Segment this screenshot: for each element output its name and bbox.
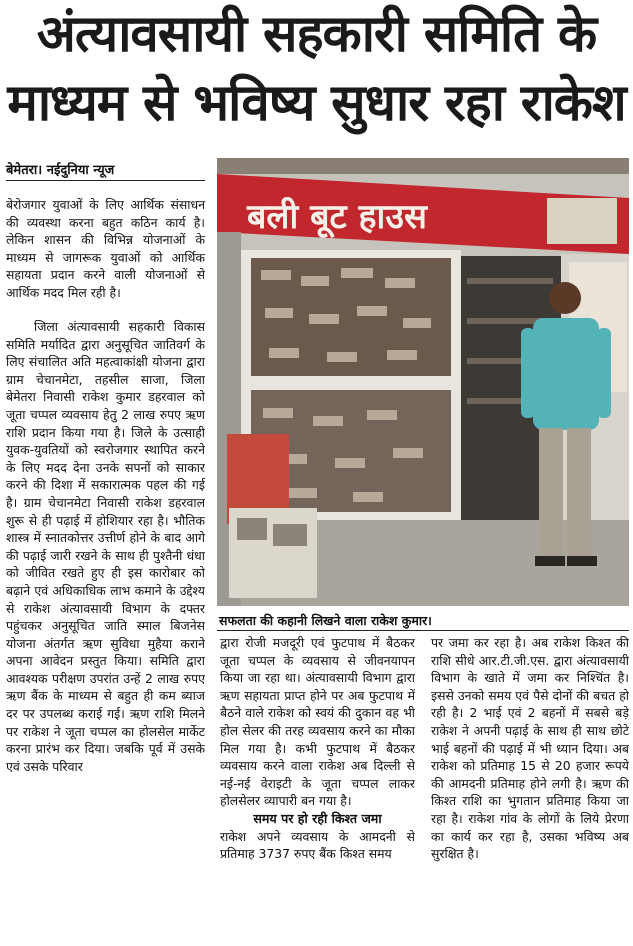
headline-line-1: अंत्यावसायी सहकारी समिति के	[36, 5, 597, 64]
body-paragraph-1: जिला अंत्यावसायी सहकारी विकास समिति मर्यादित द्वारा अनुसूचित जातिवर्ग के लिए संचालित अति महत्वाकांक्षी योजना द्वारा ग्राम चेचानमेटा, तहसील साजा, जिला बेमेतरा निवासी राकेश कुमार डहरवाल को जूता चप्पल व्यवसाय हेतु 2 लाख रुपए ऋण राशि प्रदान किया गया है। जिले के उत्साही युवक-युवतियों को स्वरोजगार स्थापित करने के लिए मदद देना उनके सपनों को साकार करने की दिशा में सकारात्मक पहल की गई है। ग्राम चेचानमेटा निवासी राकेश डहरवाल शुरू से ही पढ़ाई में होशियार रहा है। भौतिक शास्त्र में स्नातकोत्तर उत्तीर्ण होने के बाद आगे की पढ़ाई जारी रखने के साथ ही पुश्तैनी धंधा को जीवित रखते हुए ही इस कारोबार को बढ़ाने एवं अधिकाधिक लाभ कमाने के उद्देश्य से राकेश अंत्यावसायी विभाग के दफ्तर पहुंचकर अनुसूचित जाति स्माल बिजनेस योजना अंतर्गत ऋण सुविधा मुहैया कराने अपना आवेदन प्रस्तुत किया। समिति द्वारा आवश्यक परीक्षण उपरांत उन्हें 2 लाख रुपए ऋण बैंक के माध्यम से बहुत ही कम ब्याज दर पर उपलब्ध कराई गई। ऋण राशि मिलने पर राकेश ने जूता चप्पल का होलसेल मार्केट करना प्रारंभ कर दिया। जबकि पूर्व में उसके एवं उसके परिवार	[6, 319, 205, 774]
dateline-rule	[6, 180, 205, 181]
shop-photo-illustration	[217, 158, 629, 606]
intro-paragraph: बेरोजगार युवाओं के लिए आर्थिक संसाधन की व्यवस्था करना बहुत कठिन कार्य है। लेकिन शासन की विभिन्न योजनाओं के माध्यम से जागरूक युवाओं को आर्थिक सहायता प्रदान करने वाली योजनाओं से आर्थिक मदद मिल रही है।	[6, 197, 205, 300]
article-column-3	[431, 634, 629, 939]
headline-line-2: माध्यम से भविष्य सुधार रहा राकेश	[7, 74, 626, 133]
subheading: समय पर हो रही किश्त जमा	[253, 810, 382, 826]
body-paragraph-3: राकेश अपने व्यवसाय के आमदनी से प्रतिमाह 3737 रुपए बैंक किश्त समय	[220, 828, 415, 862]
dateline: बेमेतरा। नईदुनिया न्यूज	[6, 163, 115, 178]
article-column-1	[6, 318, 205, 933]
body-paragraph-2: द्वारा रोजी मजदूरी एवं फुटपाथ में बैठकर जूता चप्पल के व्यवसाय से जीवनयापन किया जा रहा था। अंत्यावसायी विभाग द्वारा ऋण सहायता प्राप्त होने पर अब फुटपाथ में बैठने वाले राकेश को स्वयं की दुकान वह भी होल सेलर की तरह व्यवसाय करने का मौका मिल गया है। कभी फुटपाथ में बैठकर व्यवसाय करने वाला राकेश अब दिल्ली से नई-नई वेराइटी के जूता चप्पल लाकर होलसेलर व्यापारी बन गया है।	[220, 635, 415, 809]
caption-rule	[217, 630, 629, 631]
shop-sign-text: बली बूट हाउस	[247, 197, 427, 237]
article-column-1-top	[6, 196, 205, 302]
article-column-2	[220, 634, 415, 939]
photo-caption: सफलता की कहानी लिखने वाला राकेश कुमार।	[219, 613, 432, 628]
body-paragraph-4: पर जमा कर रहा है। अब राकेश किश्त की राशि सीधे आर.टी.जी.एस. द्वारा अंत्यावसायी विभाग के खाते में जमा कर निश्चिंत है। इससे उनको समय एवं पैसे दोनों की बचत हो रही है। 2 भाई एवं 2 बहनों में सबसे बड़े राकेश ने अपनी पढ़ाई के साथ ही साथ छोटे भाई बहनों की पढ़ाई में भी ध्यान दिया। अब राकेश को प्रतिमाह 15 से 20 हजार रूपये की आमदनी प्रतिमाह होने लगी है। ऋण की किश्त राशि का भुगतान प्रतिमाह किया जा रहा है। राकेश गांव के लोगों के लिये प्रेरणा का कार्य कर रहा है, उसका भविष्य अब सुरक्षित है।	[431, 635, 629, 862]
shop-photo	[217, 158, 629, 606]
